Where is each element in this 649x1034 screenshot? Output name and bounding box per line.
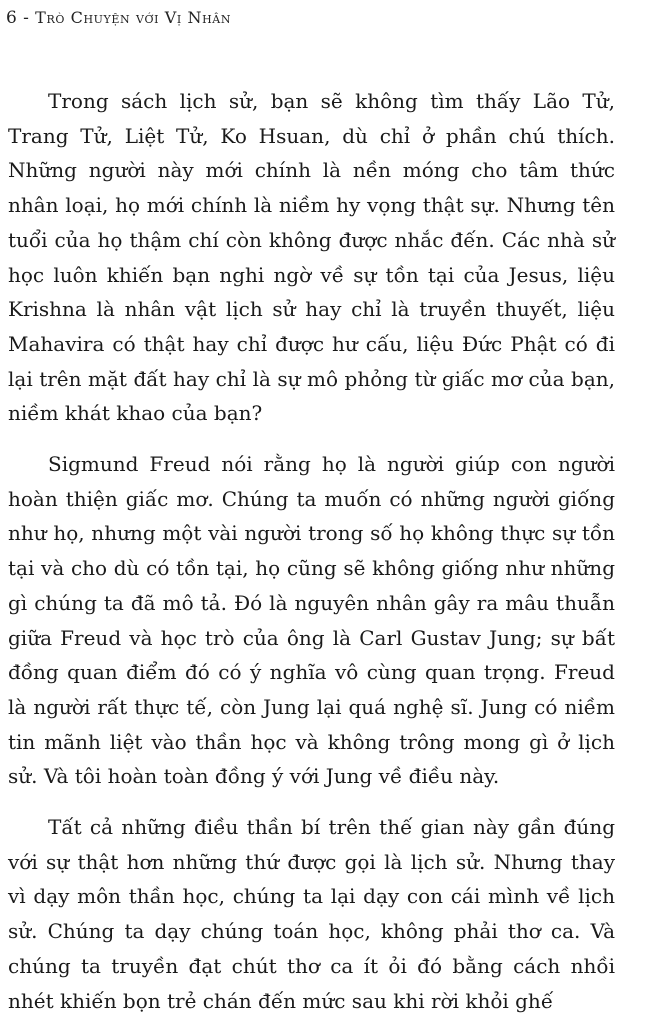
running-head (6, 8, 231, 28)
header-separator: - (23, 8, 30, 28)
body-text (8, 84, 615, 1034)
page-number: 6 (6, 8, 18, 28)
paragraph-1: Trong sách lịch sử, bạn sẽ không tìm thấy Lão Tử, Trang Tử, Liệt Tử, Ko Hsuan, dù chỉ ở phần chú thích. Những người này mới chính là nền móng cho tâm thức nhân loại, họ mới chính là niềm hy vọng thật sự. Nhưng tên tuổi của họ thậm chí còn không được nhắc đến. Các nhà sử học luôn khiến bạn nghi ngờ về sự tồn tại của Jesus, liệu Krishna là nhân vật lịch sử hay chỉ là truyền thuyết, liệu Mahavira có thật hay chỉ được hư cấu, liệu Đức Phật có đi lại trên mặt đất hay chỉ là sự mô phỏng từ giấc mơ của bạn, niềm khát khao của bạn? (8, 89, 615, 426)
paragraph-3: Tất cả những điều thần bí trên thế gian này gần đúng với sự thật hơn những thứ được gọi là lịch sử. Nhưng thay vì dạy môn thần học, chúng ta lại dạy con cái mình về lịch sử. Chúng ta dạy chúng toán học, không phải thơ ca. Và chúng ta truyền đạt chút thơ ca ít ỏi đó bằng cách nhồi nhét khiến bọn trẻ chán đến mức sau khi rời khỏi ghế (8, 815, 615, 1013)
book-title: Trò Chuyện với Vị Nhân (35, 8, 232, 27)
paragraph-2: Sigmund Freud nói rằng họ là người giúp con người hoàn thiện giấc mơ. Chúng ta muốn có những người giống như họ, nhưng một vài người trong số họ không thực sự tồn tại và cho dù có tồn tại, họ cũng sẽ không giống như những gì chúng ta đã mô tả. Đó là nguyên nhân gây ra mâu thuẫn giữa Freud và học trò của ông là Carl Gustav Jung; sự bất đồng quan điểm đó có ý nghĩa vô cùng quan trọng. Freud là người rất thực tế, còn Jung lại quá nghệ sĩ. Jung có niềm tin mãnh liệt vào thần học và không trông mong gì ở lịch sử. Và tôi hoàn toàn đồng ý với Jung về điều này. (8, 452, 615, 789)
